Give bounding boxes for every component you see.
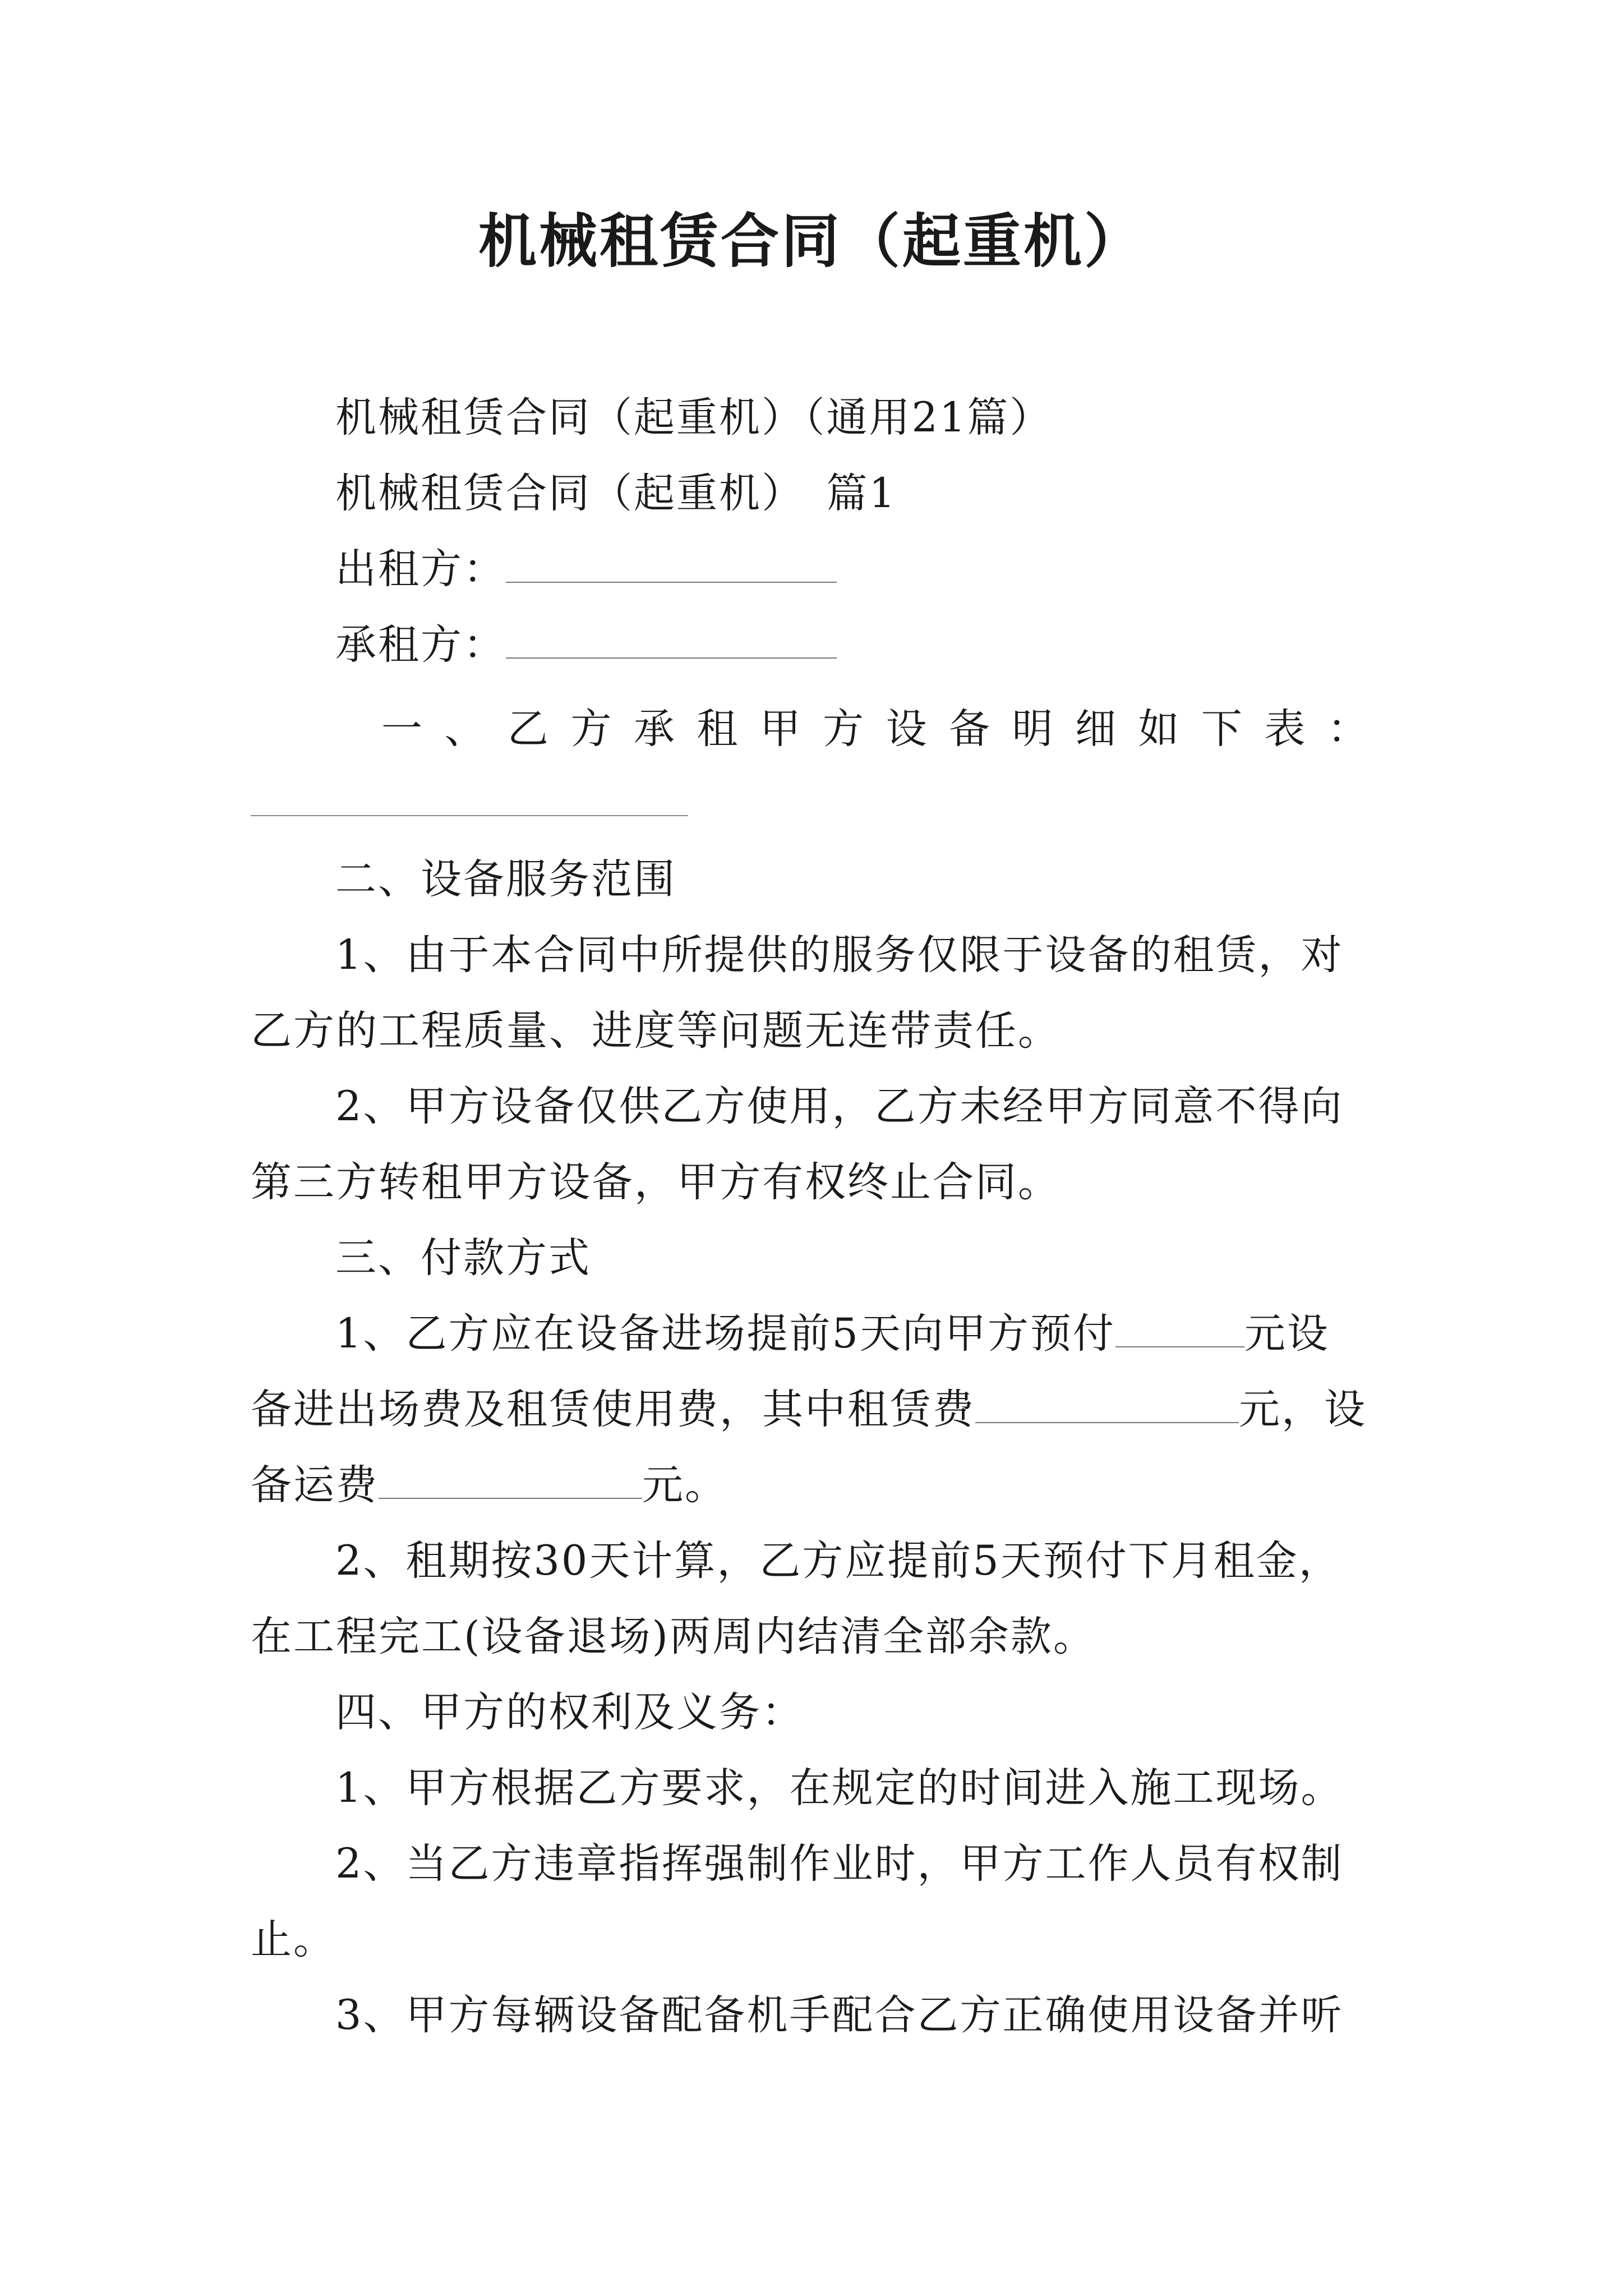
paragraph-line bbox=[251, 1457, 727, 1513]
part-heading: 机械租赁合同（起重机） 篇1 bbox=[335, 470, 897, 517]
section1-char: 设 bbox=[886, 705, 927, 753]
paragraph-line: 3、甲方每辆设备配备机手配合乙方正确使用设备并听 bbox=[335, 1991, 1344, 2039]
text-span: 元。 bbox=[642, 1461, 727, 1509]
section3-title: 三、付款方式 bbox=[335, 1234, 591, 1282]
text-span: 元设 bbox=[1244, 1310, 1330, 1358]
paragraph-line: 2、当乙方违章指挥强制作业时，甲方工作人员有权制 bbox=[335, 1840, 1344, 1888]
section1-char: 、 bbox=[444, 705, 486, 753]
lessor-line bbox=[335, 541, 837, 597]
section1-char: 明 bbox=[1012, 705, 1053, 753]
section1-char: 如 bbox=[1138, 705, 1179, 753]
subtitle: 机械租赁合同（起重机）（通用21篇） bbox=[335, 394, 1053, 441]
paragraph-line: 止。 bbox=[251, 1916, 336, 1963]
section1-char: 方 bbox=[823, 705, 864, 753]
paragraph-line: 1、由于本合同中所提供的服务仅限于设备的租赁，对 bbox=[335, 931, 1344, 979]
paragraph-line: 在工程完工(设备退场)两周内结清全部余款。 bbox=[251, 1613, 1096, 1660]
section1-char: 租 bbox=[697, 705, 738, 753]
paragraph-line bbox=[251, 1382, 1367, 1438]
table-placeholder-rule bbox=[251, 815, 688, 816]
lessee-label: 承租方： bbox=[335, 621, 506, 669]
section1-char: 表 bbox=[1264, 705, 1306, 753]
text-span: 1、乙方应在设备进场提前5天向甲方预付 bbox=[335, 1310, 1115, 1358]
text-span: 备运费 bbox=[251, 1461, 379, 1509]
lessor-blank bbox=[506, 542, 837, 583]
section1-char: 备 bbox=[949, 705, 990, 753]
freight-blank bbox=[379, 1458, 642, 1499]
lessor-label: 出租方： bbox=[335, 545, 506, 593]
paragraph-line: 1、甲方根据乙方要求，在规定的时间进入施工现场。 bbox=[335, 1764, 1344, 1812]
section1-char: 乙 bbox=[507, 705, 548, 753]
paragraph-line: 第三方转租甲方设备，甲方有权终止合同。 bbox=[251, 1158, 1061, 1206]
document-title: 机械租赁合同（起重机） bbox=[478, 206, 1145, 275]
paragraph-line bbox=[335, 1306, 1330, 1362]
section1-char: 一 bbox=[381, 705, 422, 753]
amount-blank bbox=[1115, 1307, 1244, 1347]
text-span: 备进出场费及租赁使用费，其中租赁费 bbox=[251, 1386, 975, 1433]
section1-char: 承 bbox=[633, 705, 675, 753]
section1-char: 细 bbox=[1075, 705, 1116, 753]
section1-char: 甲 bbox=[759, 705, 801, 753]
text-span: 元，设 bbox=[1239, 1386, 1367, 1433]
paragraph-line: 2、租期按30天计算，乙方应提前5天预付下月租金， bbox=[335, 1537, 1341, 1585]
section2-title: 二、设备服务范围 bbox=[335, 855, 676, 903]
paragraph-line: 乙方的工程质量、进度等问题无连带责任。 bbox=[251, 1007, 1061, 1055]
section4-title: 四、甲方的权利及义务： bbox=[335, 1688, 804, 1736]
lessee-line bbox=[335, 617, 837, 673]
lessee-blank bbox=[506, 618, 837, 659]
paragraph-line: 2、甲方设备仅供乙方使用，乙方未经甲方同意不得向 bbox=[335, 1083, 1344, 1130]
section1-heading bbox=[381, 701, 1368, 757]
section1-char: 下 bbox=[1201, 705, 1242, 753]
rent-blank bbox=[975, 1383, 1239, 1423]
section1-char: ： bbox=[1327, 705, 1368, 753]
section1-char: 方 bbox=[570, 705, 612, 753]
